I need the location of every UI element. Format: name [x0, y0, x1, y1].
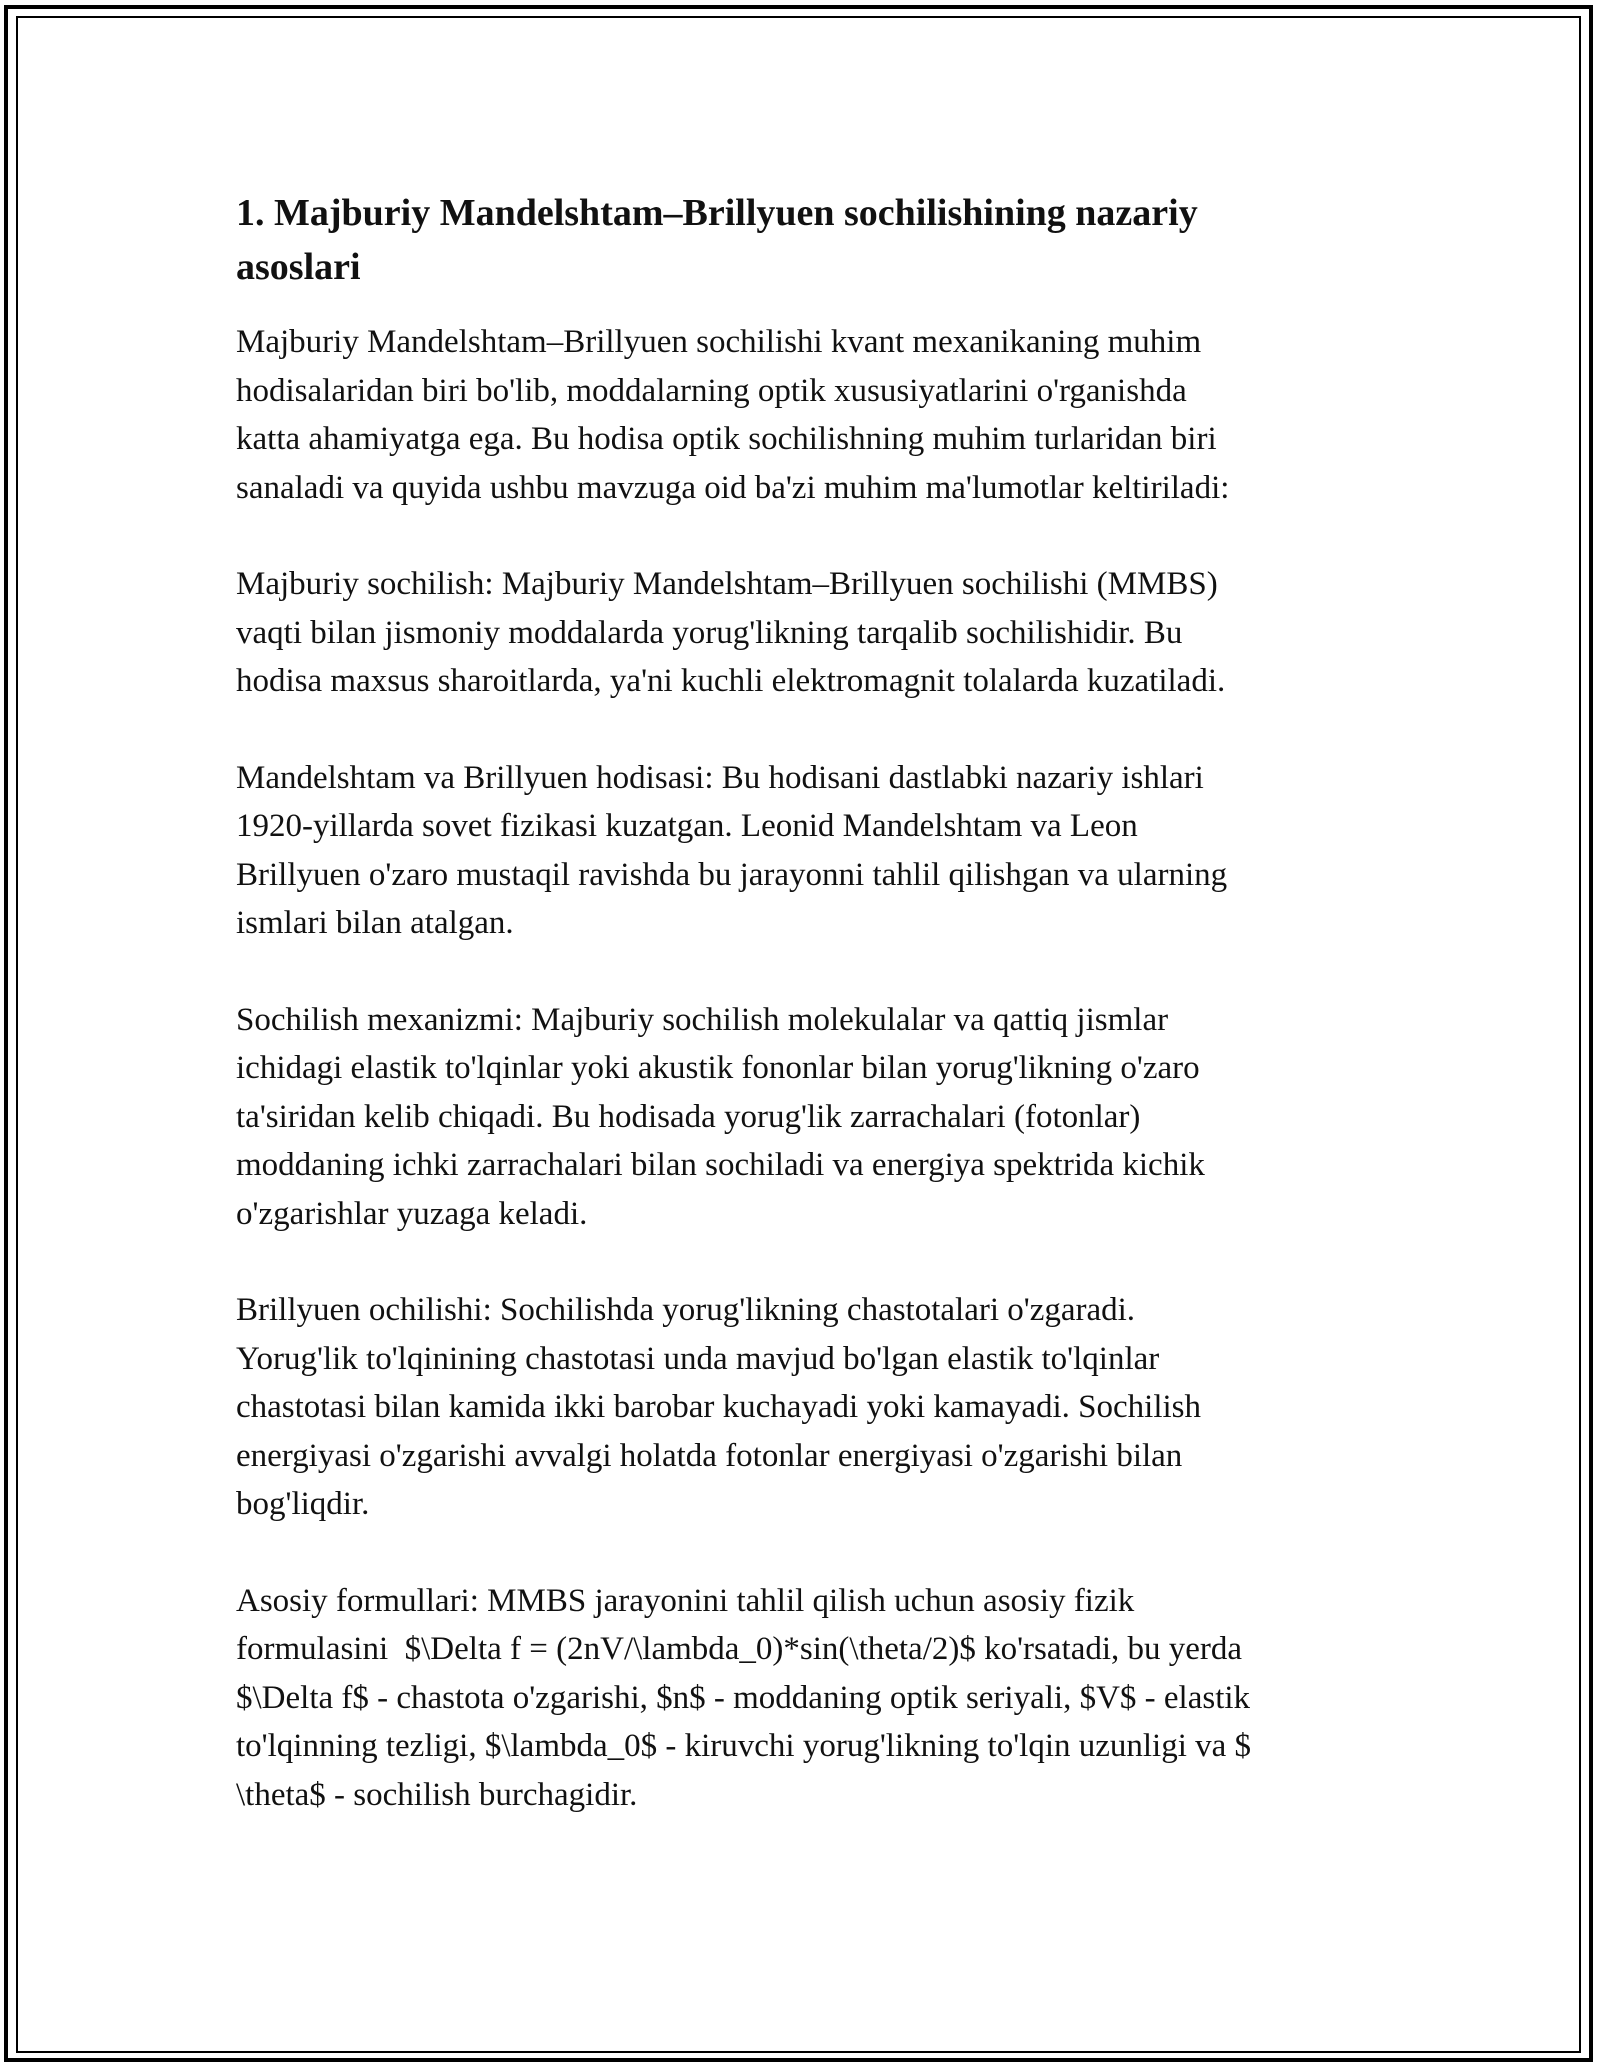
text-line: hodisalaridan biri bo'lib, moddalarning optik xususiyatlarini o'rganishda [236, 372, 1187, 409]
section-heading [236, 186, 1366, 294]
text-line: hodisa maxsus sharoitlarda, ya'ni kuchli elektromagnit tolalarda kuzatiladi. [236, 663, 1226, 699]
text-line: Brillyuen ochilishi: Sochilishda yorug'likning chastotalari o'zgaradi. [236, 1292, 1136, 1328]
paragraph-frequency-shift [236, 1286, 1366, 1529]
heading-line: 1. Majburiy Mandelshtam–Brillyuen sochilishining nazariy [236, 192, 1198, 234]
text-line: chastotasi bilan kamida ikki barobar kuchayadi yoki kamayadi. Sochilish [236, 1389, 1202, 1425]
text-line: Yorug'lik to'lqinining chastotasi unda mavjud bo'lgan elastik to'lqinlar [236, 1340, 1160, 1377]
text-line: katta ahamiyatga ega. Bu hodisa optik sochilishning muhim turlaridan biri [236, 421, 1217, 457]
text-line: Sochilish mexanizmi: Majburiy sochilish molekulalar va qattiq jismlar [236, 1001, 1169, 1038]
paragraph-intro [236, 318, 1366, 512]
text-line: to'lqinning tezligi, $\lambda_0$ - kiruvchi yorug'likning to'lqin uzunligi va $ [236, 1728, 1252, 1764]
text-line: ismlari bilan atalgan. [236, 905, 514, 941]
document-body [236, 186, 1366, 1819]
heading-line: asoslari [236, 246, 361, 288]
text-line: ichidagi elastik to'lqinlar yoki akustik fononlar bilan yorug'likning o'zaro [236, 1050, 1200, 1086]
text-line: bog'liqdir. [236, 1486, 370, 1522]
text-line: Brillyuen o'zaro mustaqil ravishda bu jarayonni tahlil qilishgan va ularning [236, 856, 1228, 893]
paragraph-mechanism [236, 996, 1366, 1239]
text-line: Mandelshtam va Brillyuen hodisasi: Bu hodisani dastlabki nazariy ishlari [236, 759, 1204, 796]
text-line: \theta$ - sochilish burchagidir. [236, 1776, 638, 1813]
text-line: Majburiy Mandelshtam–Brillyuen sochilishi kvant mexanikaning muhim [236, 324, 1202, 360]
text-line: o'zgarishlar yuzaga keladi. [236, 1195, 588, 1232]
text-line: ta'siridan kelib chiqadi. Bu hodisada yorug'lik zarrachalari (fotonlar) [236, 1098, 1141, 1135]
paragraph-formulas [236, 1577, 1366, 1820]
text-line: formulasini $\Delta f = (2nV/\lambda_0)*sin(\theta/2)$ ko'rsatadi, bu yerda [236, 1631, 1243, 1667]
text-line: vaqti bilan jismoniy moddalarda yorug'likning tarqalib sochilishidir. Bu [236, 614, 1183, 651]
text-line: 1920-yillarda sovet fizikasi kuzatgan. Leonid Mandelshtam va Leon [236, 808, 1138, 844]
text-line: energiyasi o'zgarishi avvalgi holatda fotonlar energiyasi o'zgarishi bilan [236, 1437, 1183, 1474]
text-line: moddaning ichki zarrachalari bilan sochiladi va energiya spektrida kichik [236, 1147, 1205, 1183]
text-line: sanaladi va quyida ushbu mavzuga oid ba'zi muhim ma'lumotlar keltiriladi: [236, 469, 1230, 506]
text-line: Asosiy formullari: MMBS jarayonini tahlil qilish uchun asosiy fizik [236, 1582, 1135, 1619]
text-line: Majburiy sochilish: Majburiy Mandelshtam–Brillyuen sochilishi (MMBS) [236, 566, 1218, 602]
paragraph-stimulated-scattering [236, 560, 1366, 706]
text-line: $\Delta f$ - chastota o'zgarishi, $n$ - moddaning optik seriyali, $V$ - elastik [236, 1679, 1251, 1716]
paragraph-history [236, 754, 1366, 948]
